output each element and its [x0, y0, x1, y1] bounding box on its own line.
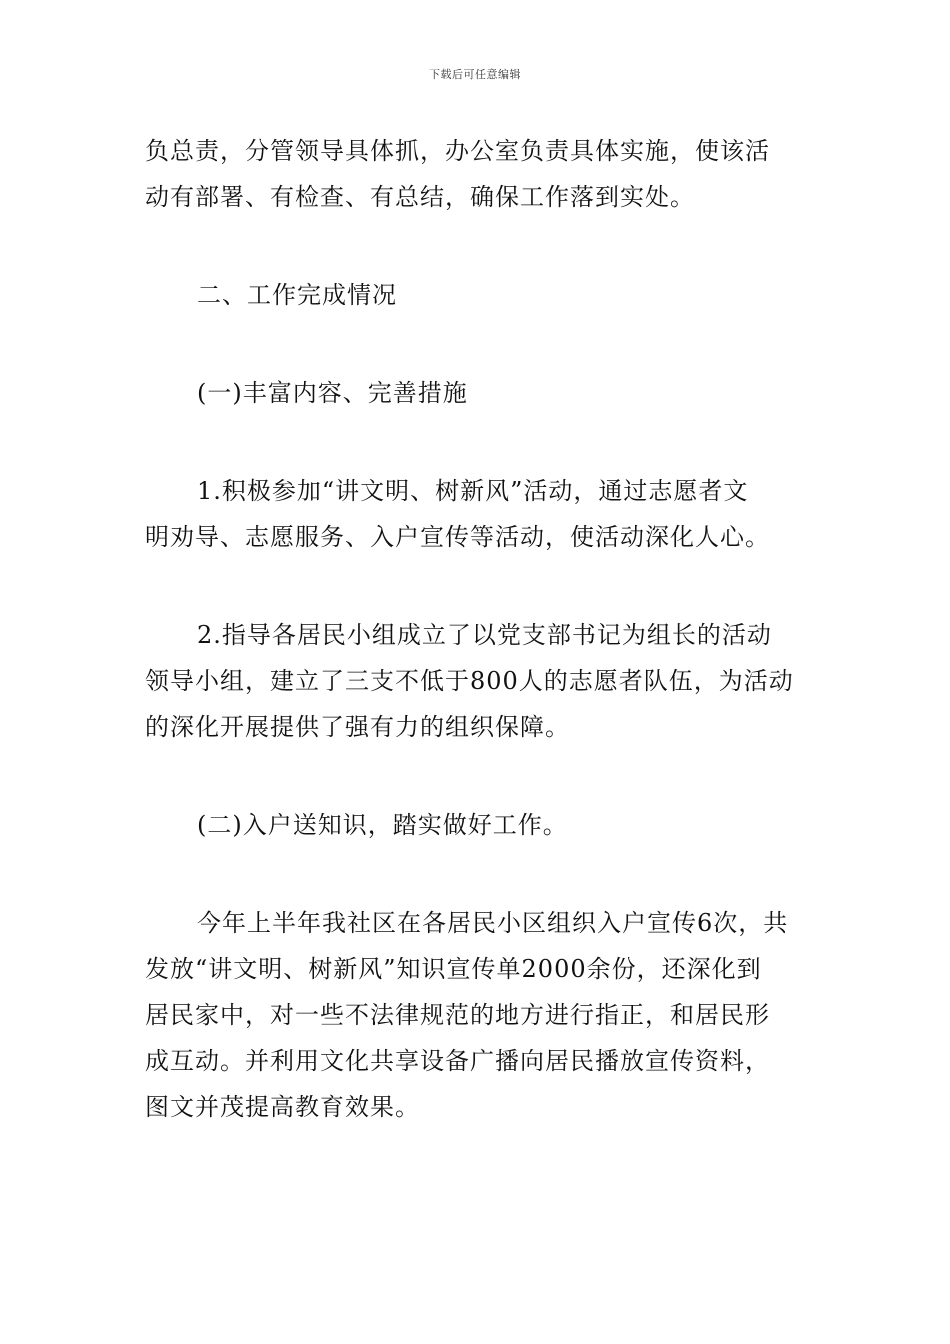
paragraph-outreach	[145, 900, 810, 1130]
paragraph-gap	[145, 560, 810, 612]
text-line: 动有部署、有检查、有总结，确保工作落到实处。	[145, 183, 695, 211]
text-line: 的深化开展提供了强有力的组织保障。	[145, 713, 570, 741]
document-body	[145, 128, 810, 1130]
text-line: 成互动。并利用文化共享设备广播向居民播放宣传资料，	[145, 1047, 770, 1075]
text-line: 图文并茂提高教育效果。	[145, 1093, 420, 1121]
text-line: 发放“讲文明、树新风”知识宣传单2000余份，还深化到	[145, 955, 762, 983]
paragraph-responsibility	[145, 128, 810, 220]
subsection-heading-1: (一)丰富内容、完善措施	[197, 379, 468, 407]
paragraph-gap	[145, 750, 810, 802]
subsection-heading-2: (二)入户送知识，踏实做好工作。	[197, 811, 568, 839]
text-line: 1.积极参加“讲文明、树新风”活动，通过志愿者文	[197, 477, 749, 505]
text-line: 今年上半年我社区在各居民小区组织入户宣传6次，共	[197, 909, 789, 937]
paragraph-gap	[145, 848, 810, 900]
paragraph-gap	[145, 220, 810, 272]
header-note: 下载后可任意编辑	[429, 68, 521, 81]
list-item-2	[145, 612, 810, 750]
paragraph-gap	[145, 318, 810, 370]
text-line: 领导小组，建立了三支不低于800人的志愿者队伍，为活动	[145, 667, 794, 695]
text-line: 明劝导、志愿服务、入户宣传等活动，使活动深化人心。	[145, 523, 770, 551]
text-line: 2.指导各居民小组成立了以党支部书记为组长的活动	[197, 621, 772, 649]
text-line: 负总责，分管领导具体抓，办公室负责具体实施，使该活	[145, 137, 770, 165]
list-item-1	[145, 468, 810, 560]
paragraph-gap	[145, 416, 810, 468]
text-line: 居民家中，对一些不法律规范的地方进行指正，和居民形	[145, 1001, 770, 1029]
section-heading: 二、工作完成情况	[197, 281, 397, 309]
